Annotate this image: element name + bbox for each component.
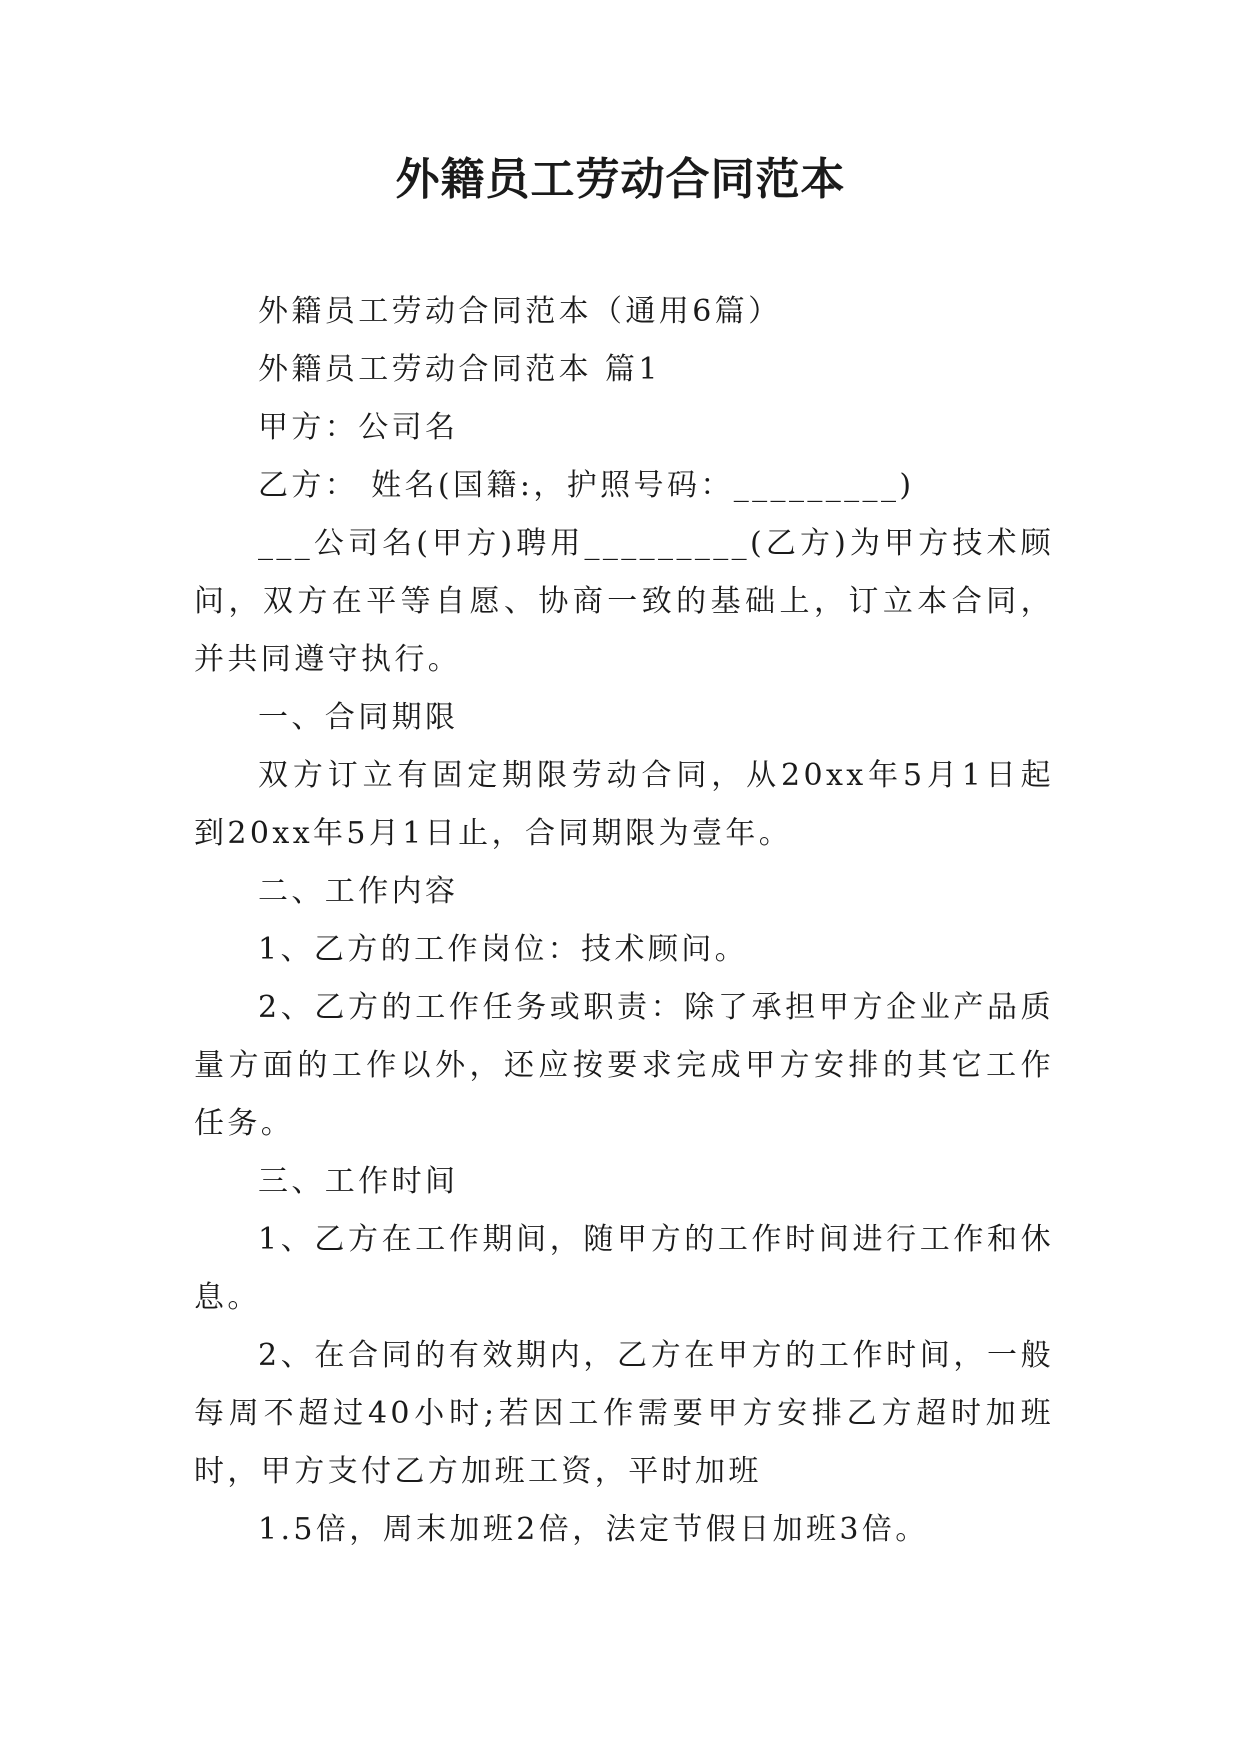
- paragraph-part-heading: 外籍员工劳动合同范本 篇1: [258, 352, 661, 387]
- document-title: 外籍员工劳动合同范本: [395, 154, 846, 205]
- paragraph-position: 1、乙方的工作岗位：技术顾问。: [258, 932, 749, 967]
- section-heading-work-time: 三、工作时间: [258, 1164, 459, 1199]
- paragraph-party-a: 甲方：公司名: [258, 410, 459, 445]
- section-heading-work-content: 二、工作内容: [258, 874, 459, 909]
- paragraph-overtime-rates: 1.5倍，周末加班2倍，法定节假日加班3倍。: [258, 1512, 929, 1547]
- paragraph-overtime: 2、在合同的有效期内，乙方在甲方的工作时间，一般每周不超过40小时;若因工作需要甲方安排乙方超时加班时，甲方支付乙方加班工资，平时加班: [194, 1338, 1054, 1489]
- paragraph-preamble: ___公司名(甲方)聘用_________(乙方)为甲方技术顾问，双方在平等自愿、协商一致的基础上，订立本合同，并共同遵守执行。: [194, 526, 1054, 677]
- section-heading-term: 一、合同期限: [258, 700, 459, 735]
- paragraph-duties: 2、乙方的工作任务或职责：除了承担甲方企业产品质量方面的工作以外，还应按要求完成甲方安排的其它工作任务。: [194, 990, 1054, 1141]
- document-body: [194, 283, 1054, 1559]
- paragraph-work-rest: 1、乙方在工作期间，随甲方的工作时间进行工作和休息。: [194, 1222, 1054, 1315]
- paragraph-subtitle: 外籍员工劳动合同范本（通用6篇）: [258, 294, 782, 329]
- paragraph-term: 双方订立有固定期限劳动合同，从20xx年5月1日起到20xx年5月1日止，合同期限为壹年。: [194, 758, 1054, 851]
- paragraph-party-b: 乙方： 姓名(国籍:，护照号码：_________): [258, 468, 915, 503]
